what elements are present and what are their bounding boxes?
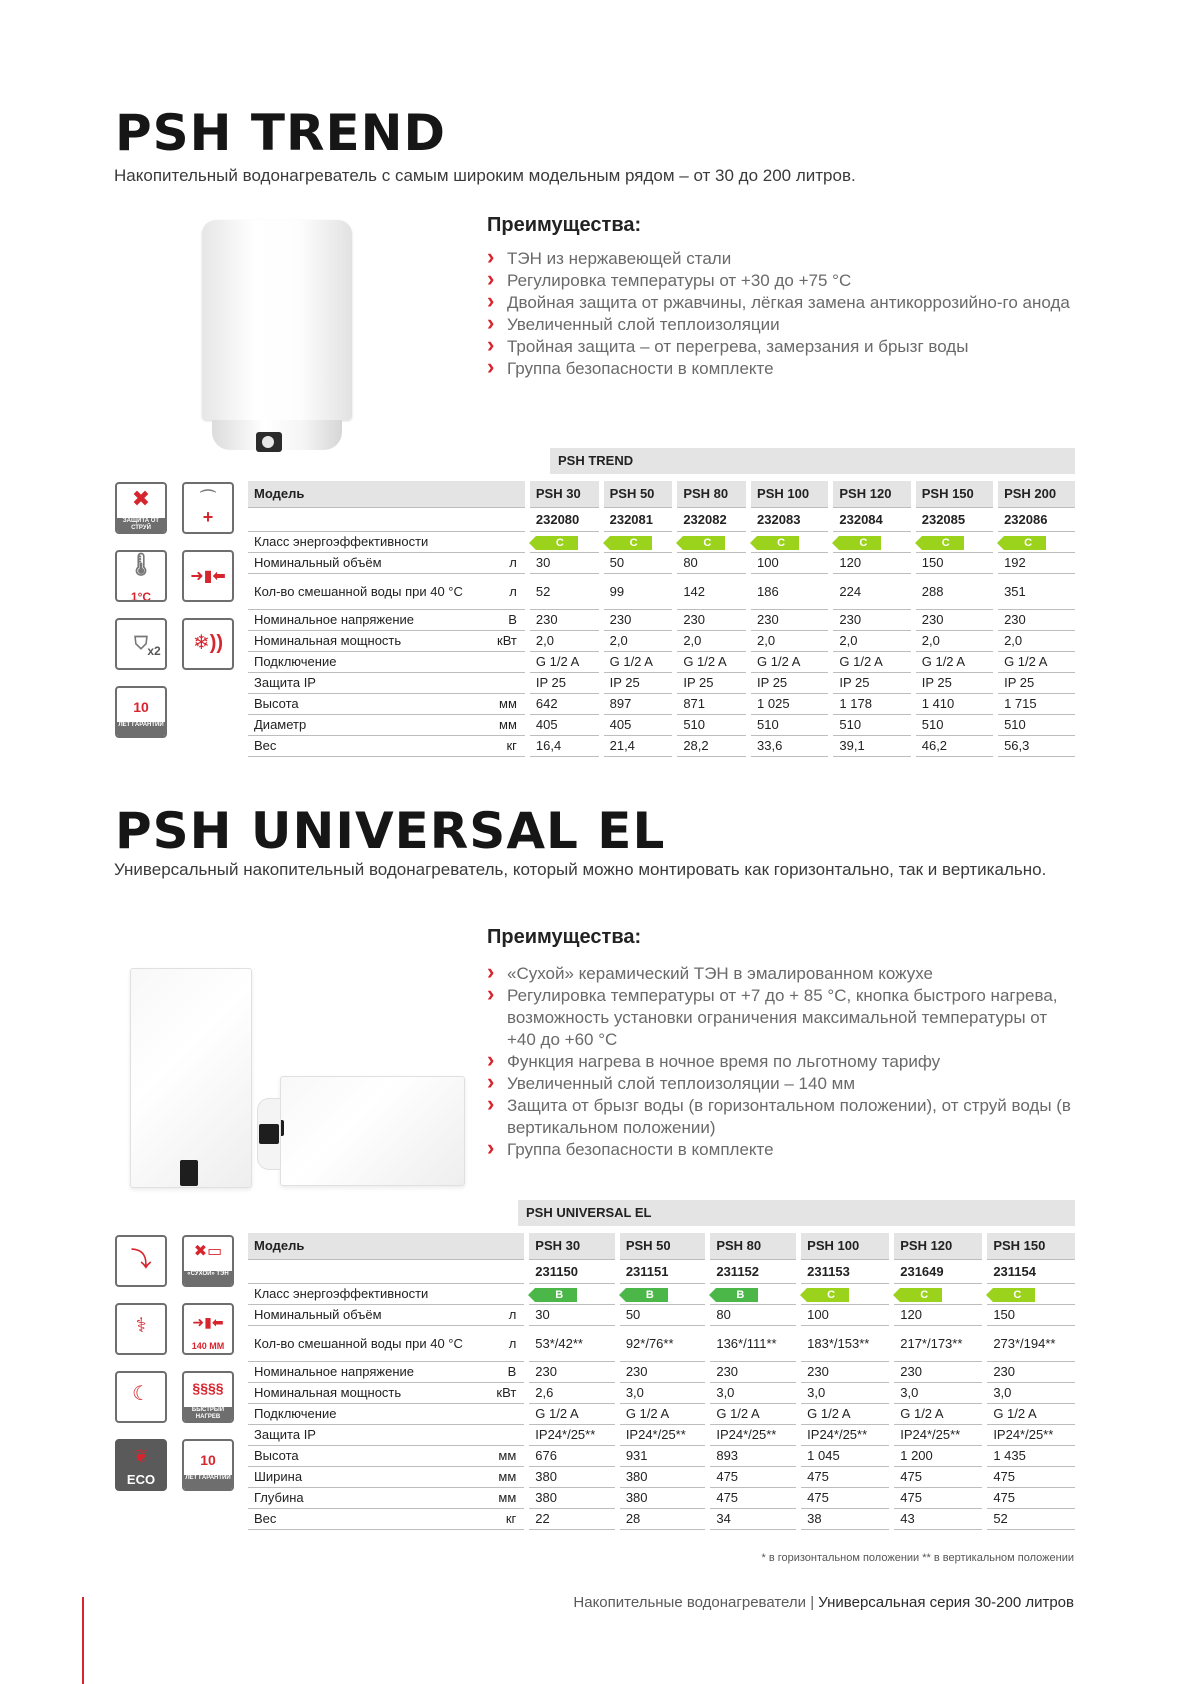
- row-label: Диаметр: [248, 714, 484, 735]
- table-row: [248, 1304, 1075, 1325]
- table-cell: G 1/2 A: [985, 1403, 1075, 1424]
- article-code: 232086: [996, 507, 1075, 531]
- row-unit: кг: [484, 1508, 527, 1529]
- footer-series: Универсальная серия 30-200 литров: [818, 1594, 1074, 1611]
- row-unit: [484, 672, 527, 693]
- table-row: [248, 1445, 1075, 1466]
- series-header: PSH UNIVERSAL EL: [518, 1200, 1075, 1226]
- accent-line: [82, 1597, 84, 1684]
- table-cell: G 1/2 A: [675, 651, 749, 672]
- table-cell: 80: [708, 1304, 799, 1325]
- list-item: › Тройная защита – от перегрева, замерзания и брызг воды: [487, 336, 1077, 358]
- table-row: [248, 531, 1075, 552]
- table-cell: 893: [708, 1445, 799, 1466]
- row-unit: л: [484, 1304, 527, 1325]
- spec-table-psh-universal-el: [248, 1233, 1075, 1530]
- model-name: PSH 150: [985, 1233, 1075, 1259]
- table-cell: 871: [675, 693, 749, 714]
- table-cell: 217*/173**: [892, 1325, 985, 1361]
- table-cell: IP 25: [996, 672, 1075, 693]
- table-row: [248, 1403, 1075, 1424]
- table-cell: 230: [799, 1361, 892, 1382]
- row-unit: кг: [484, 735, 527, 756]
- table-cell: 230: [985, 1361, 1075, 1382]
- model-name: PSH 30: [527, 1233, 618, 1259]
- row-label: Защита IP: [248, 672, 484, 693]
- model-name: PSH 150: [913, 481, 995, 507]
- list-item: › «Сухой» керамический ТЭН в эмалированном кожухе: [487, 963, 1077, 985]
- table-cell: 1 178: [831, 693, 913, 714]
- table-footnote: * в горизонтальном положении ** в вертикальном положении: [761, 1552, 1074, 1564]
- insulation-140-icon: ➜▮⬅ 140 ММ: [182, 1303, 234, 1355]
- table-cell: 475: [985, 1487, 1075, 1508]
- model-name: PSH 50: [617, 1233, 708, 1259]
- diagnostics-icon: ⚕: [115, 1303, 167, 1355]
- row-unit: [484, 1424, 527, 1445]
- table-cell: 475: [985, 1466, 1075, 1487]
- row-label: Защита IP: [248, 1424, 484, 1445]
- table-cell: IP 25: [749, 672, 831, 693]
- sink-bath-icon: ⌒ +: [182, 482, 234, 534]
- list-item: › Увеличенный слой теплоизоляции: [487, 314, 1077, 336]
- table-cell: 3,0: [892, 1382, 985, 1403]
- list-item: › Увеличенный слой теплоизоляции – 140 мм: [487, 1073, 1077, 1095]
- table-cell: 510: [913, 714, 995, 735]
- table-cell: 120: [831, 552, 913, 573]
- table-row: [248, 1259, 1075, 1283]
- article-code: 232083: [749, 507, 831, 531]
- energy-class-badge: C: [993, 1288, 1035, 1302]
- list-item: › ТЭН из нержавеющей стали: [487, 248, 1077, 270]
- mounting-rotate-icon: ⤵: [115, 1235, 167, 1287]
- table-cell: 192: [996, 552, 1075, 573]
- row-label: Ширина: [248, 1466, 484, 1487]
- table-cell: 230: [749, 609, 831, 630]
- model-name: PSH 120: [892, 1233, 985, 1259]
- table-row: [248, 1283, 1075, 1304]
- table-row: [248, 552, 1075, 573]
- article-code: 232082: [675, 507, 749, 531]
- table-row: [248, 609, 1075, 630]
- table-cell: 3,0: [617, 1382, 708, 1403]
- row-label: Номинальная мощность: [248, 630, 484, 651]
- model-name: PSH 80: [675, 481, 749, 507]
- table-row: [248, 507, 1075, 531]
- table-cell: 16,4: [527, 735, 601, 756]
- energy-class-badge: C: [807, 1288, 849, 1302]
- table-cell: 475: [799, 1487, 892, 1508]
- table-cell: 510: [996, 714, 1075, 735]
- table-cell: 510: [675, 714, 749, 735]
- list-item: › Регулировка температуры от +30 до +75 °С: [487, 270, 1077, 292]
- table-cell: 475: [892, 1487, 985, 1508]
- list-item: › Защита от брызг воды (в горизонтальном положении), от струй воды (в вертикальном положении): [487, 1095, 1077, 1139]
- table-row: [248, 573, 1075, 609]
- list-item: › Регулировка температуры от +7 до + 85 °С, кнопка быстрого нагрева, возможность установки ограничения максимальной температуры от +40 до +60 °С: [487, 985, 1077, 1051]
- table-cell: 34: [708, 1508, 799, 1529]
- dry-heater-icon: ✖▭ «СУХОЙ» ТЭН: [182, 1235, 234, 1287]
- night-tariff-icon: ☾: [115, 1371, 167, 1423]
- table-row: [248, 1233, 1075, 1259]
- row-label: Вес: [248, 735, 484, 756]
- table-cell: 186: [749, 573, 831, 609]
- table-cell: 2,0: [831, 630, 913, 651]
- fast-heating-icon: §§§§ БЫСТРЫЙ НАГРЕВ: [182, 1371, 234, 1423]
- model-label: Модель: [248, 1233, 484, 1259]
- table-cell: 21,4: [601, 735, 675, 756]
- row-unit: мм: [484, 693, 527, 714]
- article-code: 231153: [799, 1259, 892, 1283]
- table-cell: 39,1: [831, 735, 913, 756]
- series-header: PSH TREND: [550, 448, 1075, 474]
- section-title: PSH UNIVERSAL EL: [115, 802, 666, 860]
- table-cell: 230: [675, 609, 749, 630]
- row-label: Высота: [248, 693, 484, 714]
- row-unit: [484, 651, 527, 672]
- table-cell: 38: [799, 1508, 892, 1529]
- row-label: Подключение: [248, 651, 484, 672]
- table-cell: 230: [527, 609, 601, 630]
- row-label: Класс энергоэффективности: [248, 531, 484, 552]
- article-code: 232085: [913, 507, 995, 531]
- row-unit: [484, 1403, 527, 1424]
- table-cell: 230: [617, 1361, 708, 1382]
- table-cell: IP24*/25**: [527, 1424, 618, 1445]
- table-cell: 642: [527, 693, 601, 714]
- row-label: Номинальный объём: [248, 552, 484, 573]
- table-cell: G 1/2 A: [708, 1403, 799, 1424]
- table-cell: IP24*/25**: [799, 1424, 892, 1445]
- table-cell: 46,2: [913, 735, 995, 756]
- table-row: [248, 1424, 1075, 1445]
- list-item: › Группа безопасности в комплекте: [487, 1139, 1077, 1161]
- table-cell: 80: [675, 552, 749, 573]
- advantages-list: [487, 963, 1077, 1161]
- table-cell: 28: [617, 1508, 708, 1529]
- list-item: › Двойная защита от ржавчины, лёгкая замена антикоррозийно-го анода: [487, 292, 1077, 314]
- list-item: › Группа безопасности в комплекте: [487, 358, 1077, 380]
- model-name: PSH 100: [799, 1233, 892, 1259]
- table-cell: 931: [617, 1445, 708, 1466]
- row-unit: мм: [484, 1445, 527, 1466]
- table-cell: 2,0: [913, 630, 995, 651]
- table-cell: 2,0: [996, 630, 1075, 651]
- thermometer-1c-icon: 🌡 1°С: [115, 550, 167, 602]
- table-cell: 2,6: [527, 1382, 618, 1403]
- no-water-jet-icon: ✖ ЗАЩИТА ОТ СТРУЙ: [115, 482, 167, 534]
- table-row: [248, 693, 1075, 714]
- article-code: 231154: [985, 1259, 1075, 1283]
- table-cell: 3,0: [708, 1382, 799, 1403]
- table-cell: IP 25: [527, 672, 601, 693]
- row-unit: мм: [484, 714, 527, 735]
- table-cell: 1 435: [985, 1445, 1075, 1466]
- row-label: Вес: [248, 1508, 484, 1529]
- table-cell: 100: [799, 1304, 892, 1325]
- eco-icon: ❦ ECO: [115, 1439, 167, 1491]
- article-code: 232081: [601, 507, 675, 531]
- table-cell: 1 715: [996, 693, 1075, 714]
- footer-separator: |: [810, 1594, 815, 1611]
- table-cell: G 1/2 A: [527, 651, 601, 672]
- table-cell: 30: [527, 552, 601, 573]
- table-cell: IP 25: [601, 672, 675, 693]
- table-cell: 230: [996, 609, 1075, 630]
- table-cell: 475: [892, 1466, 985, 1487]
- table-cell: 230: [913, 609, 995, 630]
- table-row: [248, 1361, 1075, 1382]
- model-name: PSH 30: [527, 481, 601, 507]
- table-cell: 230: [892, 1361, 985, 1382]
- table-cell: 380: [527, 1466, 618, 1487]
- model-name: PSH 120: [831, 481, 913, 507]
- model-name: PSH 100: [749, 481, 831, 507]
- table-cell: G 1/2 A: [892, 1403, 985, 1424]
- energy-class-badge: B: [716, 1288, 758, 1302]
- table-cell: 50: [617, 1304, 708, 1325]
- table-cell: 100: [749, 552, 831, 573]
- table-cell: 3,0: [985, 1382, 1075, 1403]
- table-cell: 230: [831, 609, 913, 630]
- table-row: [248, 651, 1075, 672]
- table-cell: 142: [675, 573, 749, 609]
- table-cell: 475: [799, 1466, 892, 1487]
- table-cell: 897: [601, 693, 675, 714]
- table-cell: IP24*/25**: [892, 1424, 985, 1445]
- table-cell: 510: [831, 714, 913, 735]
- table-cell: 1 410: [913, 693, 995, 714]
- table-row: [248, 1466, 1075, 1487]
- energy-class-badge: B: [626, 1288, 668, 1302]
- article-code: 231152: [708, 1259, 799, 1283]
- table-row: [248, 630, 1075, 651]
- section-title: PSH TREND: [115, 104, 447, 162]
- table-row: [248, 672, 1075, 693]
- table-cell: 230: [527, 1361, 618, 1382]
- row-label: Номинальное напряжение: [248, 1361, 484, 1382]
- energy-class-badge: C: [757, 536, 799, 550]
- energy-class-badge: C: [683, 536, 725, 550]
- table-cell: 405: [601, 714, 675, 735]
- table-cell: 92*/76**: [617, 1325, 708, 1361]
- table-row: [248, 714, 1075, 735]
- page-footer: [573, 1594, 1074, 1611]
- table-cell: 183*/153**: [799, 1325, 892, 1361]
- advantages-title: Преимущества:: [487, 926, 642, 948]
- table-row: [248, 735, 1075, 756]
- table-cell: 28,2: [675, 735, 749, 756]
- footer-category: Накопительные водонагреватели: [573, 1594, 807, 1611]
- table-cell: 43: [892, 1508, 985, 1529]
- row-unit: мм: [484, 1487, 527, 1508]
- row-unit: В: [484, 1361, 527, 1382]
- frost-protection-icon: ❄)): [182, 618, 234, 670]
- table-cell: 150: [985, 1304, 1075, 1325]
- table-cell: 380: [527, 1487, 618, 1508]
- row-unit: кВт: [484, 1382, 527, 1403]
- row-label: Кол-во смешанной воды при 40 °С: [248, 573, 484, 609]
- table-cell: 405: [527, 714, 601, 735]
- row-unit: кВт: [484, 630, 527, 651]
- table-cell: 380: [617, 1466, 708, 1487]
- table-cell: 136*/111**: [708, 1325, 799, 1361]
- table-cell: 150: [913, 552, 995, 573]
- model-name: PSH 200: [996, 481, 1075, 507]
- row-label: Номинальная мощность: [248, 1382, 484, 1403]
- table-cell: 1 200: [892, 1445, 985, 1466]
- table-cell: 510: [749, 714, 831, 735]
- table-cell: G 1/2 A: [831, 651, 913, 672]
- row-label: Глубина: [248, 1487, 484, 1508]
- article-code: 231151: [617, 1259, 708, 1283]
- table-cell: 2,0: [675, 630, 749, 651]
- table-cell: 475: [708, 1466, 799, 1487]
- energy-class-badge: C: [900, 1288, 942, 1302]
- table-cell: 230: [601, 609, 675, 630]
- energy-class-badge: B: [535, 1288, 577, 1302]
- table-row: [248, 481, 1075, 507]
- table-cell: 351: [996, 573, 1075, 609]
- table-cell: G 1/2 A: [527, 1403, 618, 1424]
- table-cell: 33,6: [749, 735, 831, 756]
- table-cell: G 1/2 A: [617, 1403, 708, 1424]
- table-cell: 224: [831, 573, 913, 609]
- table-cell: 50: [601, 552, 675, 573]
- table-cell: 99: [601, 573, 675, 609]
- table-cell: 52: [527, 573, 601, 609]
- article-code: 232080: [527, 507, 601, 531]
- table-row: [248, 1508, 1075, 1529]
- table-cell: IP 25: [675, 672, 749, 693]
- table-row: [248, 1487, 1075, 1508]
- table-cell: 475: [708, 1487, 799, 1508]
- warranty-10-icon: 10 ЛЕТ ГАРАНТИИ: [182, 1439, 234, 1491]
- table-cell: 2,0: [749, 630, 831, 651]
- table-cell: 1 025: [749, 693, 831, 714]
- article-code: 232084: [831, 507, 913, 531]
- table-cell: 1 045: [799, 1445, 892, 1466]
- table-cell: 56,3: [996, 735, 1075, 756]
- model-label: Модель: [248, 481, 484, 507]
- model-name: PSH 50: [601, 481, 675, 507]
- advantages-list: [487, 248, 1077, 380]
- row-unit: л: [484, 552, 527, 573]
- table-cell: 53*/42**: [527, 1325, 618, 1361]
- table-cell: 380: [617, 1487, 708, 1508]
- table-cell: G 1/2 A: [749, 651, 831, 672]
- table-cell: IP24*/25**: [708, 1424, 799, 1445]
- table-cell: 30: [527, 1304, 618, 1325]
- table-cell: 288: [913, 573, 995, 609]
- table-cell: IP24*/25**: [617, 1424, 708, 1445]
- row-label: Подключение: [248, 1403, 484, 1424]
- row-label: Номинальный объём: [248, 1304, 484, 1325]
- insulation-icon: ➜▮⬅: [182, 550, 234, 602]
- section-subtitle: Накопительный водонагреватель с самым широким модельным рядом – от 30 до 200 литров.: [114, 166, 856, 185]
- table-cell: 2,0: [527, 630, 601, 651]
- energy-class-badge: C: [839, 536, 881, 550]
- row-unit: мм: [484, 1466, 527, 1487]
- energy-class-badge: C: [536, 536, 578, 550]
- table-cell: 22: [527, 1508, 618, 1529]
- table-cell: IP24*/25**: [985, 1424, 1075, 1445]
- table-cell: 676: [527, 1445, 618, 1466]
- section-subtitle: Универсальный накопительный водонагреватель, который можно монтировать как горизонтально, так и вертикально.: [114, 860, 1047, 879]
- energy-class-badge: C: [610, 536, 652, 550]
- table-row: [248, 1382, 1075, 1403]
- row-label: Высота: [248, 1445, 484, 1466]
- table-cell: 52: [985, 1508, 1075, 1529]
- list-item: › Функция нагрева в ночное время по льготному тарифу: [487, 1051, 1077, 1073]
- table-cell: G 1/2 A: [601, 651, 675, 672]
- energy-class-badge: C: [1004, 536, 1046, 550]
- table-cell: IP 25: [831, 672, 913, 693]
- model-name: PSH 80: [708, 1233, 799, 1259]
- table-cell: 2,0: [601, 630, 675, 651]
- row-label: Класс энергоэффективности: [248, 1283, 484, 1304]
- article-code: 231150: [527, 1259, 618, 1283]
- table-cell: 273*/194**: [985, 1325, 1075, 1361]
- energy-class-badge: C: [922, 536, 964, 550]
- spec-table-psh-trend: [248, 481, 1075, 757]
- advantages-title: Преимущества:: [487, 214, 642, 236]
- row-unit: В: [484, 609, 527, 630]
- table-cell: G 1/2 A: [913, 651, 995, 672]
- table-cell: 3,0: [799, 1382, 892, 1403]
- row-unit: л: [484, 573, 527, 609]
- table-cell: 120: [892, 1304, 985, 1325]
- table-cell: 230: [708, 1361, 799, 1382]
- row-label: Номинальное напряжение: [248, 609, 484, 630]
- warranty-10-icon: 10 ЛЕТ ГАРАНТИИ: [115, 686, 167, 738]
- article-code: 231649: [892, 1259, 985, 1283]
- table-cell: G 1/2 A: [799, 1403, 892, 1424]
- double-protection-icon: ⛉ x2: [115, 618, 167, 670]
- table-cell: IP 25: [913, 672, 995, 693]
- table-cell: G 1/2 A: [996, 651, 1075, 672]
- row-label: Кол-во смешанной воды при 40 °С: [248, 1325, 484, 1361]
- table-row: [248, 1325, 1075, 1361]
- row-unit: л: [484, 1325, 527, 1361]
